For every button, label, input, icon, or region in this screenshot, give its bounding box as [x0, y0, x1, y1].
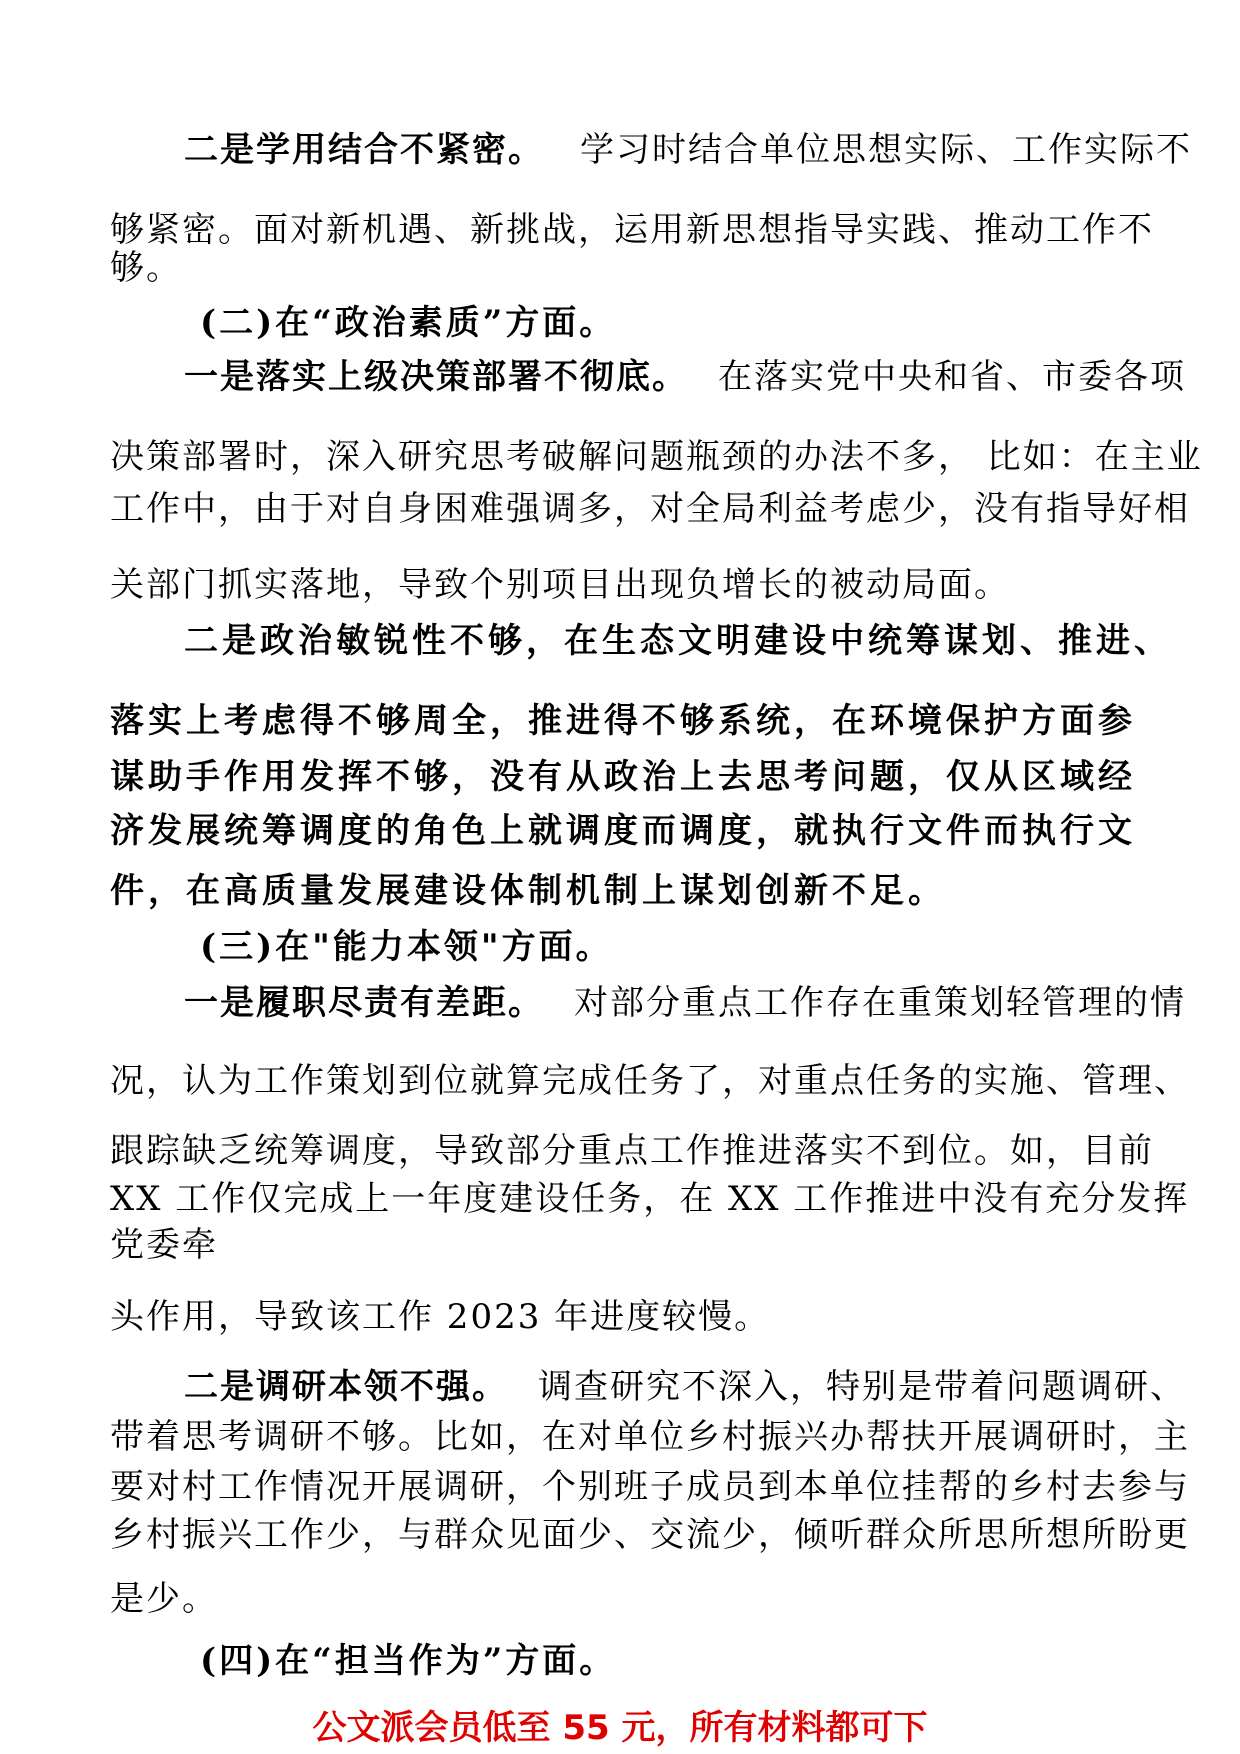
point-lead: 二是学用结合不紧密。 — [184, 130, 544, 170]
paragraph-line: 够。 — [110, 248, 182, 288]
section-heading: (三)在"能力本领"方面。 — [200, 927, 613, 967]
emphasis-line: 件，在高质量发展建设体制机制上谋划创新不足。 — [110, 871, 946, 911]
point-lead: 二是调研本领不强。 — [184, 1367, 508, 1407]
section-heading: (四)在“担当作为”方面。 — [200, 1641, 617, 1681]
paragraph-line — [184, 1367, 1186, 1407]
paragraph-line — [184, 130, 1192, 170]
emphasis-line: 济发展统筹调度的角色上就调度而调度，就执行文件而执行文 — [110, 811, 1136, 851]
paragraph-line: XX 工作仅完成上一年度建设任务，在 XX 工作推进中没有充分发挥 — [110, 1179, 1190, 1219]
paragraph-line: 头作用，导致该工作 2023 年进度较慢。 — [110, 1297, 771, 1337]
emphasis-line: 谋助手作用发挥不够，没有从政治上去思考问题，仅从区域经 — [110, 757, 1136, 797]
section-heading: (二)在“政治素质”方面。 — [200, 303, 617, 343]
line-text: 对部分重点工作存在重策划轻管理的情 — [574, 983, 1186, 1023]
paragraph-line: 党委牵 — [110, 1225, 218, 1265]
paragraph-line: 要对村工作情况开展调研，个别班子成员到本单位挂帮的乡村去参与 — [110, 1467, 1190, 1507]
paragraph-line: 乡村振兴工作少，与群众见面少、交流少，倾听群众所思所想所盼更 — [110, 1515, 1190, 1555]
paragraph-line: 带着思考调研不够。比如，在对单位乡村振兴办帮扶开展调研时，主 — [110, 1417, 1190, 1457]
paragraph-line — [184, 357, 1186, 397]
line-text: 学习时结合单位思想实际、工作实际不 — [580, 130, 1192, 170]
paragraph-line: 关部门抓实落地，导致个别项目出现负增长的被动局面。 — [110, 565, 1010, 605]
point-lead: 一是落实上级决策部署不彻底。 — [184, 357, 688, 397]
paragraph-line: 够紧密。面对新机遇、新挑战，运用新思想指导实践、推动工作不 — [110, 210, 1154, 250]
point-lead: 一是履职尽责有差距。 — [184, 983, 544, 1023]
emphasis-line: 二是政治敏锐性不够，在生态文明建设中统筹谋划、推进、 — [184, 621, 1172, 661]
paragraph-line: 况，认为工作策划到位就算完成任务了，对重点任务的实施、管理、 — [110, 1061, 1190, 1101]
paragraph-line: 工作中，由于对自身困难强调多，对全局利益考虑少，没有指导好相 — [110, 489, 1190, 529]
line-text: 在落实党中央和省、市委各项 — [718, 357, 1186, 397]
paragraph-line: 跟踪缺乏统筹调度，导致部分重点工作推进落实不到位。如，目前 — [110, 1131, 1154, 1171]
paragraph-line — [184, 983, 1186, 1023]
emphasis-line: 落实上考虑得不够周全，推进得不够系统，在环境保护方面参 — [110, 701, 1136, 741]
paragraph-line: 决策部署时，深入研究思考破解问题瓶颈的办法不多， 比如：在主业 — [110, 437, 1203, 477]
paragraph-line: 是少。 — [110, 1579, 218, 1619]
line-text: 调查研究不深入，特别是带着问题调研、 — [538, 1367, 1186, 1407]
promo-footer: 公文派会员低至 55 元，所有材料都可下 — [312, 1708, 928, 1748]
